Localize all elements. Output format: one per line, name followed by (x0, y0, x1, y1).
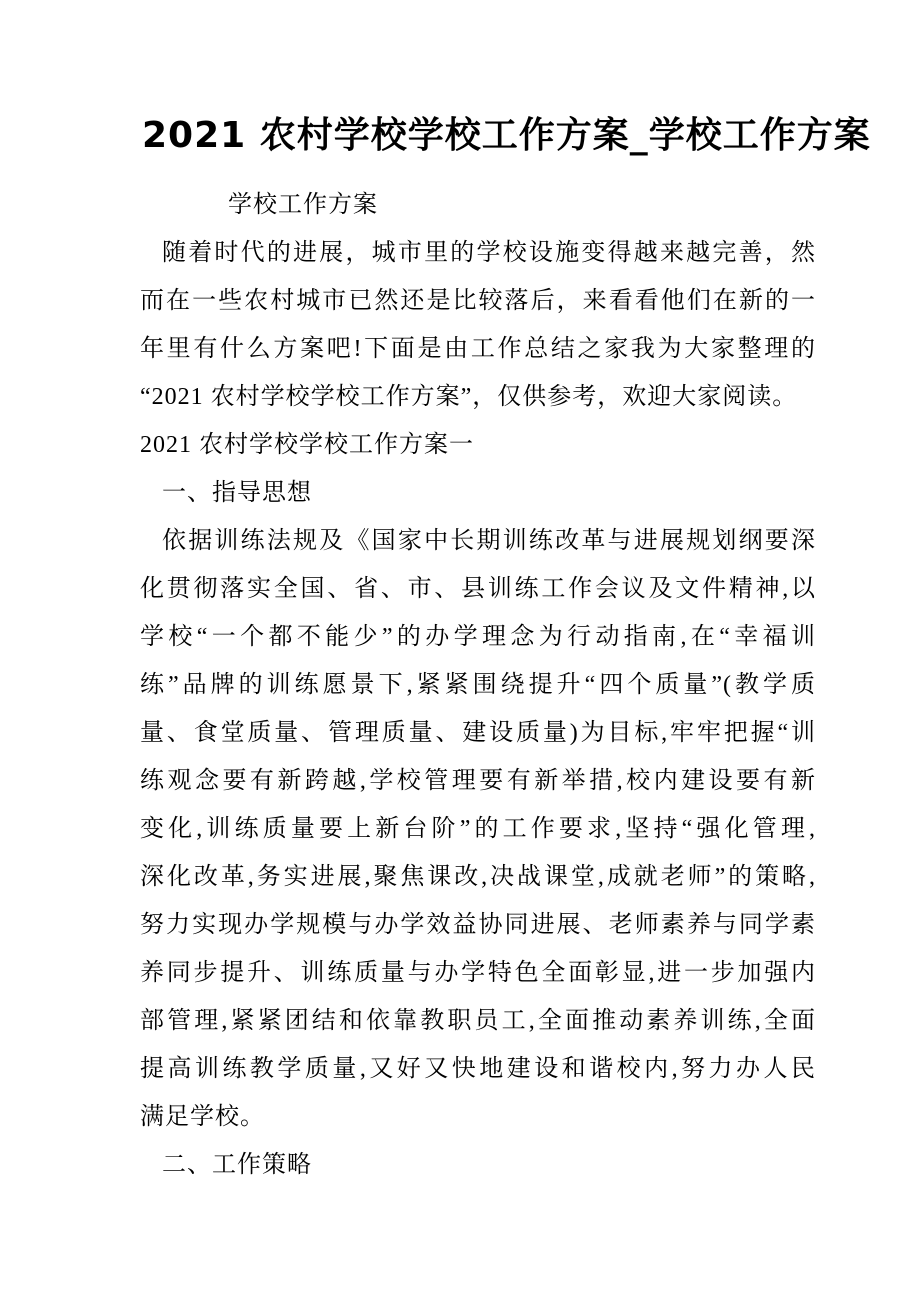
text-line: 提高训练教学质量,又好又快地建设和谐校内,努力办人民 (140, 1056, 816, 1082)
text-line: 养同步提升、训练质量与办学特色全面彰显,进一步加强内 (140, 960, 816, 986)
text-line: 而在一些农村城市已然还是比较落后，来看看他们在新的一 (140, 288, 816, 314)
text-line: 二、工作策略 (162, 1152, 312, 1178)
text-line: 部管理,紧紧团结和依靠教职员工,全面推动素养训练,全面 (140, 1008, 816, 1034)
text-line: 一、指导思想 (162, 480, 312, 506)
text-line: 学校工作方案 (228, 192, 378, 218)
text-line: “2021 农村学校学校工作方案”，仅供参考，欢迎大家阅读。 (140, 384, 798, 410)
text-line: 练观念要有新跨越,学校管理要有新举措,校内建设要有新 (140, 768, 816, 794)
text-line: 深化改革,务实进展,聚焦课改,决战课堂,成就老师”的策略, (140, 864, 816, 890)
text-line: 练”品牌的训练愿景下,紧紧围绕提升“四个质量”(教学质 (140, 672, 816, 698)
text-line: 努力实现办学规模与办学效益协同进展、老师素养与同学素 (140, 912, 816, 938)
text-line: 量、食堂质量、管理质量、建设质量)为目标,牢牢把握“训 (140, 720, 816, 746)
text-line: 化贯彻落实全国、省、市、县训练工作会议及文件精神,以 (140, 576, 816, 602)
text-line: 学校“一个都不能少”的办学理念为行动指南,在“幸福训 (140, 624, 816, 650)
text-line: 年里有什么方案吧!下面是由工作总结之家我为大家整理的 (140, 336, 816, 362)
document-title: 2021 农村学校学校工作方案_学校工作方案 (142, 115, 871, 156)
text-line: 依据训练法规及《国家中长期训练改革与进展规划纲要深 (162, 528, 816, 554)
text-line: 变化,训练质量要上新台阶”的工作要求,坚持“强化管理, (140, 816, 816, 842)
text-line: 2021 农村学校学校工作方案一 (140, 432, 474, 458)
text-line: 随着时代的进展，城市里的学校设施变得越来越完善，然 (162, 240, 816, 266)
text-line: 满足学校。 (140, 1104, 265, 1130)
document-body (140, 181, 816, 1189)
